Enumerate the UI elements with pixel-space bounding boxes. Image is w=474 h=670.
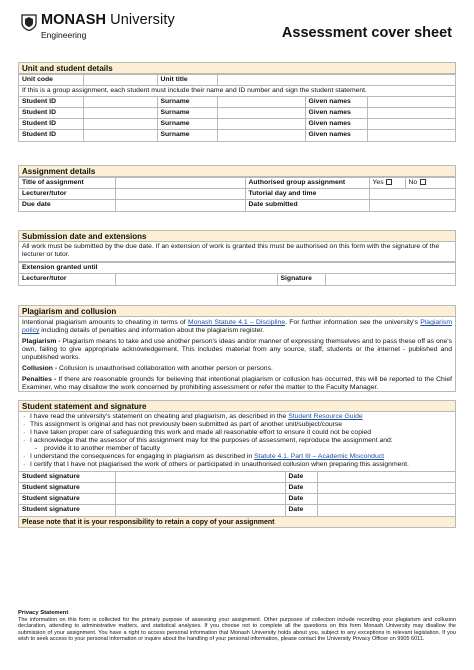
due-date-field[interactable]	[115, 200, 245, 211]
yes-checkbox[interactable]	[386, 179, 392, 185]
signature-label: Signature	[277, 274, 325, 285]
lecturer-label: Lecturer/tutor	[19, 189, 115, 200]
student-id-label: Student ID	[19, 108, 83, 119]
date-submitted-label: Date submitted	[245, 200, 369, 211]
assignment-title-label: Title of assignment	[19, 178, 115, 189]
surname-field[interactable]	[217, 108, 305, 119]
surname-label: Surname	[157, 119, 217, 130]
student-signature-field[interactable]	[115, 505, 285, 516]
student-statement-section	[18, 400, 456, 528]
list-item: · I acknowledge that the assessor of this assignment may for the purposes of assessment, reproduce the assignment and:	[22, 437, 452, 445]
signature-field[interactable]	[325, 274, 455, 285]
list-item: · I have read the university's statement on cheating and plagiarism, as described in the Student Resource Guide	[22, 413, 452, 421]
plagiarism-section	[18, 305, 456, 392]
given-names-label: Given names	[305, 130, 367, 141]
university-logo-text: MONASH University	[41, 12, 175, 28]
date-field[interactable]	[317, 483, 455, 494]
list-item: · This assignment is original and has not previously been submitted as part of another unit/subject/course	[22, 421, 452, 429]
monash-crest-icon	[21, 14, 37, 31]
signature-row	[19, 505, 455, 516]
privacy-text: The information on this form is collected for the primary purpose of assessing your assignment. Other purposes of collection include recording your plagiarism and collusion declaration, attending to administrative matters, and statistical analyses. If you choose not to complete all the questions on this form Monash University may disallow the submission of your assignment. You have a right to access personal information that Monash University holds about you, subject to any exceptions in relevant legislation. If you wish to seek access to your personal information or inquire about the handling of your personal information, please contact the University Privacy Officer on 9905 6011.	[18, 617, 456, 643]
section-heading: Student statement and signature	[19, 401, 455, 412]
date-label: Date	[285, 505, 317, 516]
surname-field[interactable]	[217, 130, 305, 141]
surname-field[interactable]	[217, 119, 305, 130]
unit-title-field[interactable]	[217, 75, 455, 86]
date-label: Date	[285, 472, 317, 483]
faculty-name: Engineering	[41, 30, 87, 40]
student-resource-guide-link[interactable]: Student Resource Guide	[288, 413, 363, 420]
plagiarism-policy-link[interactable]: Plagiarism policy	[22, 319, 452, 334]
given-names-field[interactable]	[367, 97, 455, 108]
student-id-field[interactable]	[83, 130, 157, 141]
authorised-group-label: Authorised group assignment	[245, 178, 369, 189]
assignment-title-field[interactable]	[115, 178, 245, 189]
student-signature-label: Student signature	[19, 472, 115, 483]
lecturer-field[interactable]	[115, 189, 245, 200]
date-label: Date	[285, 483, 317, 494]
surname-label: Surname	[157, 130, 217, 141]
student-signature-label: Student signature	[19, 505, 115, 516]
section-heading: Plagiarism and collusion	[19, 306, 455, 317]
student-signature-field[interactable]	[115, 483, 285, 494]
no-option[interactable]: No	[405, 178, 455, 189]
given-names-label: Given names	[305, 119, 367, 130]
surname-field[interactable]	[217, 97, 305, 108]
submission-section	[18, 230, 456, 286]
group-note: If this is a group assignment, each student must include their name and ID number and sign the student statement.	[19, 86, 455, 97]
privacy-heading: Privacy Statement	[18, 610, 69, 616]
given-names-field[interactable]	[367, 130, 455, 141]
date-field[interactable]	[317, 505, 455, 516]
section-heading: Unit and student details	[19, 63, 455, 74]
student-row	[19, 119, 455, 130]
privacy-statement	[18, 610, 456, 643]
collusion-definition: Collusion - Collusion is unauthorised collaboration with another person or persons.	[22, 365, 273, 372]
signature-row	[19, 483, 455, 494]
extension-label: Extension granted until	[19, 263, 455, 274]
statute-academic-misconduct-link[interactable]: Statute 4.1. Part III – Academic Misconduct	[254, 453, 385, 460]
tutorial-field[interactable]	[369, 189, 455, 200]
surname-label: Surname	[157, 108, 217, 119]
student-signature-label: Student signature	[19, 494, 115, 505]
list-item: · I have taken proper care of safeguarding this work and made all reasonable effort to ensure it could not be copied	[22, 429, 452, 437]
section-heading: Submission date and extensions	[19, 231, 455, 242]
date-label: Date	[285, 494, 317, 505]
student-signature-label: Student signature	[19, 483, 115, 494]
date-field[interactable]	[317, 494, 455, 505]
student-id-field[interactable]	[83, 119, 157, 130]
list-item: - provide it to another member of faculty	[22, 445, 452, 453]
statement-list	[19, 412, 455, 471]
unit-code-label: Unit code	[19, 75, 83, 86]
statute-link[interactable]: Monash Statute 4.1 – Discipline	[187, 319, 286, 326]
plagiarism-definition: Plagiarism - Plagiarism means to take and use another person's ideas and/or manner of expressing themselves and to pass these off as one's own, failing to give appropriate acknowledgement. This includes material from any source, staff, students or the internet - published and unpublished works.	[22, 338, 453, 361]
assignment-section	[18, 165, 456, 212]
due-date-label: Due date	[19, 200, 115, 211]
student-id-label: Student ID	[19, 97, 83, 108]
student-row	[19, 108, 455, 119]
signature-row	[19, 472, 455, 483]
student-row	[19, 130, 455, 141]
surname-label: Surname	[157, 97, 217, 108]
given-names-label: Given names	[305, 108, 367, 119]
date-submitted-field[interactable]	[369, 200, 455, 211]
plagiarism-intro: Intentional plagiarism amounts to cheating in terms of Monash Statute 4.1 – Discipline. For further information see the university's Plagiarism policy including details of penalties and information about the plagiarism register.	[22, 319, 452, 334]
unit-student-section	[18, 62, 456, 142]
penalties-definition: Penalties - If there are reasonable grounds for believing that intentional plagiarism or collusion has occurred, this will be reported to the Chief Examiner, who may disallow the work concerned by prohibiting assessment or refer the matter to the Faculty Manager.	[22, 376, 452, 391]
lecturer-field[interactable]	[115, 274, 277, 285]
no-checkbox[interactable]	[420, 179, 426, 185]
student-id-label: Student ID	[19, 130, 83, 141]
student-row	[19, 97, 455, 108]
page-title: Assessment cover sheet	[281, 25, 452, 41]
list-item: · I certify that I have not plagiarised the work of others or participated in unauthorised collusion when preparing this assignment.	[22, 461, 452, 469]
given-names-field[interactable]	[367, 119, 455, 130]
retain-copy-note: Please note that it is your responsibility to retain a copy of your assignment	[19, 516, 455, 527]
section-heading: Assignment details	[19, 166, 455, 177]
student-id-label: Student ID	[19, 119, 83, 130]
student-signature-field[interactable]	[115, 472, 285, 483]
student-id-field[interactable]	[83, 97, 157, 108]
lecturer-label: Lecturer/tutor	[19, 274, 115, 285]
date-field[interactable]	[317, 472, 455, 483]
student-signature-field[interactable]	[115, 494, 285, 505]
unit-title-label: Unit title	[157, 75, 217, 86]
yes-option[interactable]: Yes	[369, 178, 405, 189]
given-names-field[interactable]	[367, 108, 455, 119]
student-id-field[interactable]	[83, 108, 157, 119]
tutorial-label: Tutorial day and time	[245, 189, 369, 200]
submission-text: All work must be submitted by the due date. If an extension of work is granted this must be authorised on this form with the signature of the lecturer or tutor.	[19, 242, 455, 262]
given-names-label: Given names	[305, 97, 367, 108]
signature-row	[19, 494, 455, 505]
list-item: · I understand the consequences for engaging in plagiarism as described in Statute 4.1. Part III – Academic Misconduct	[22, 453, 452, 461]
unit-code-field[interactable]	[83, 75, 157, 86]
